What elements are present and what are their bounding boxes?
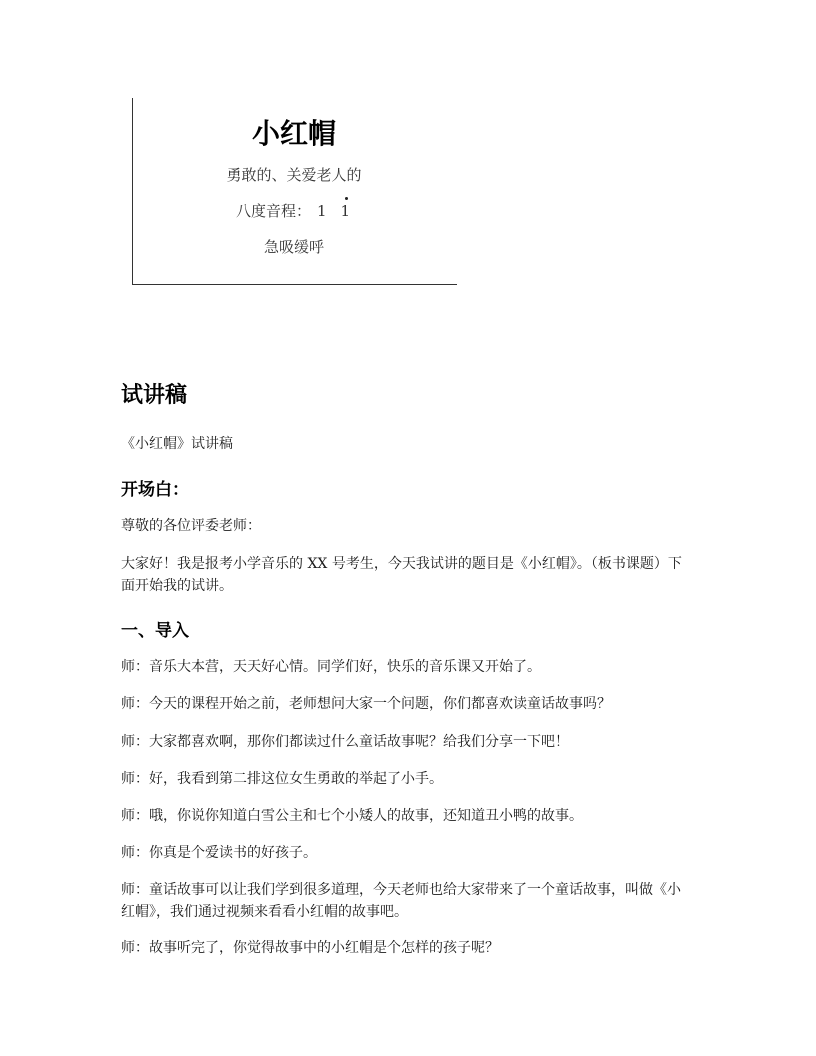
board-line-breathing: 急吸缓呼 — [263, 238, 324, 256]
dialogue-line: 师：故事听完了，你觉得故事中的小红帽是个怎样的孩子呢？ — [121, 940, 499, 956]
section-heading-intro: 一、导入 — [121, 621, 189, 641]
dialogue-line: 师：音乐大本营，天天好心情。同学们好，快乐的音乐课又开始了。 — [121, 659, 541, 675]
intro-paragraph: 大家好！我是报考小学音乐的 XX 号考生，今天我试讲的题目是《小红帽》。（板书课题）下面开始我的试讲。 — [121, 556, 682, 594]
dialogue-line: 师：童话故事可以让我们学到很多道理，今天老师也给大家带来了一个童话故事，叫做《小红帽》，我们通过视频来看看小红帽的故事吧。 — [121, 882, 681, 920]
note-low: 1 — [316, 202, 329, 220]
dialogue-line: 师：今天的课程开始之前，老师想问大家一个问题，你们都喜欢读童话故事吗？ — [121, 696, 611, 712]
greeting-paragraph: 尊敬的各位评委老师： — [121, 518, 261, 534]
document-heading: 试讲稿 — [121, 383, 188, 408]
opening-heading: 开场白： — [121, 480, 189, 500]
dialogue-line: 师：好，我看到第二排这位女生勇敢的举起了小手。 — [121, 771, 443, 787]
dialogue-line: 师：大家都喜欢啊，那你们都读过什么童话故事呢？给我们分享一下吧！ — [121, 734, 569, 750]
board-interval-label: 八度音程： — [235, 202, 311, 220]
dialogue-line: 师：哦，你说你知道白雪公主和七个小矮人的故事，还知道丑小鸭的故事。 — [121, 808, 583, 824]
board-interval-notes — [317, 202, 352, 220]
board-title: 小红帽 — [251, 117, 336, 150]
board-line-character: 勇敢的、关爱老人的 — [226, 166, 362, 184]
high-octave-dot-icon — [345, 197, 348, 200]
note-high-digit: 1 — [340, 202, 353, 220]
board-line-interval — [132, 200, 456, 221]
dialogue-line: 师：你真是个爱读书的好孩子。 — [121, 845, 317, 861]
note-high — [341, 202, 353, 220]
document-subtitle: 《小红帽》试讲稿 — [121, 436, 233, 452]
